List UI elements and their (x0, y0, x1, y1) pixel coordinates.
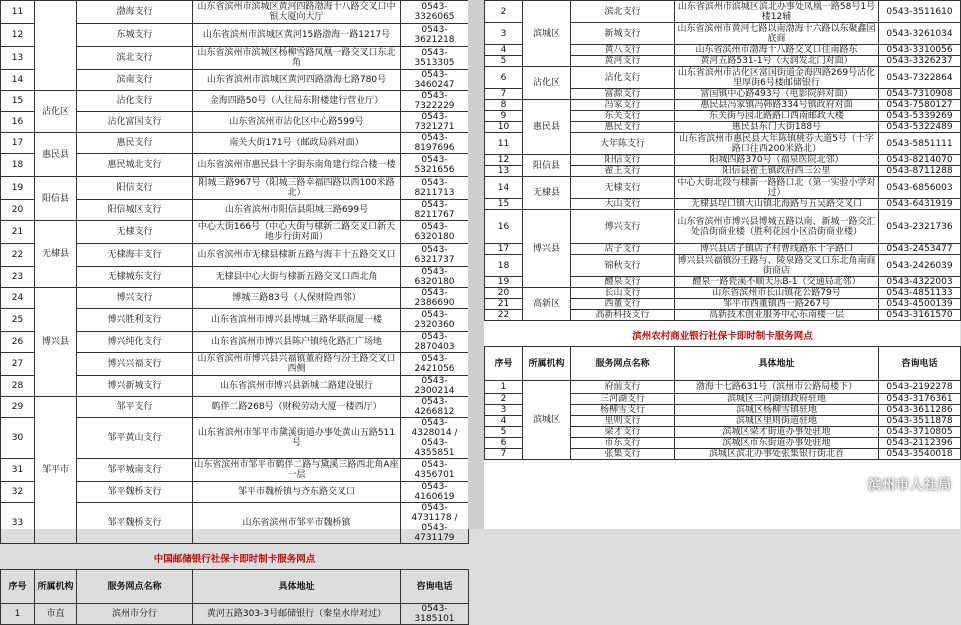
cell-address: 惠民县东门大街188号 (675, 122, 879, 133)
cell-name: 沾化支行 (77, 91, 193, 112)
cell-name: 惠民支行 (77, 133, 193, 154)
cell-name: 无棣城东支行 (77, 267, 193, 288)
cell-county: 阳信县 (523, 155, 571, 177)
table-row (1, 397, 469, 418)
cell-name: 邹平支行 (77, 397, 193, 418)
table-row (485, 381, 961, 394)
table-row (485, 155, 961, 166)
cell-address: 无棣县埕口镇大山镇北海路与五吴路交叉口 (675, 199, 879, 210)
cell-no: 29 (1, 397, 35, 418)
cell-phone: 0543-4356701 (401, 459, 469, 482)
cell-no: 8 (485, 100, 523, 111)
cell-no: 16 (485, 210, 523, 244)
cell-name: 翟王支行 (571, 166, 675, 177)
cell-county: 阳信县 (35, 177, 77, 221)
cell-phone: 0543-3611286 (879, 405, 961, 416)
cell-phone: 0543-4851133 (879, 288, 961, 299)
cell-no: 13 (1, 47, 35, 70)
cell-name: 里则支行 (571, 416, 675, 427)
cell-name: 醴泉支行 (571, 277, 675, 288)
cell-phone: 0543-3185101 (401, 604, 469, 625)
cell-no: 20 (1, 200, 35, 221)
cell-no: 1 (1, 604, 35, 625)
cell-phone: 0543-6856003 (879, 177, 961, 199)
cell-no: 1 (485, 381, 523, 394)
cell-no: 27 (1, 353, 35, 376)
cell-name: 杨柳雪支行 (571, 405, 675, 416)
cell-no: 18 (485, 255, 523, 277)
cell-phone: 0543-3326237 (879, 56, 961, 67)
cell-phone: 0543-6320180 (401, 221, 469, 244)
cell-no: 22 (485, 310, 523, 321)
cell-no: 21 (485, 299, 523, 310)
cell-name: 市东支行 (571, 438, 675, 449)
cell-no: 4 (485, 45, 523, 56)
left-branch-table (0, 0, 469, 625)
cell-county: 博兴县 (35, 288, 77, 397)
cell-phone: 0543-2320360 (401, 309, 469, 332)
cell-no: 19 (485, 277, 523, 288)
cell-name: 府前支行 (571, 381, 675, 394)
cell-phone: 0543-7322864 (879, 67, 961, 89)
cell-name: 西董支行 (571, 299, 675, 310)
cell-address: 黄河五路531-1号（大润发北门对面） (675, 56, 879, 67)
cell-name: 东城支行 (77, 24, 193, 47)
cell-name: 邹平城南支行 (77, 459, 193, 482)
cell-address: 山东省滨州市惠民县大年陈镇桃芬大道5号（十字路口往西200米路北） (675, 133, 879, 155)
cell-address: 山东省滨州市滨城区杨柳雪路凤凰一路交叉口东北角 (193, 47, 401, 70)
col-header-phone: 咨询电话 (879, 347, 961, 381)
cell-phone: 0543-2386690 (401, 288, 469, 309)
cell-name: 东关支行 (571, 111, 675, 122)
cell-no: 6 (485, 67, 523, 89)
cell-address: 山东省滨州市阳信县阳城三路699号 (193, 200, 401, 221)
cell-address: 鹤伴二路268号（财税劳动大厦一楼西厅） (193, 397, 401, 418)
cell-phone: 0543-8211713 (401, 177, 469, 200)
cell-address: 山东省滨州市黄河七路以南渤海十六路以东聚鑫园底商 (675, 23, 879, 45)
cell-phone: 0543-4266812 (401, 397, 469, 418)
cell-phone: 0543-2426039 (879, 255, 961, 277)
cell-name: 无棣支行 (571, 177, 675, 199)
cell-address: 博兴县兴福镇汾王路与、陵泉路交叉口东北角南商街商店 (675, 255, 879, 277)
cell-county: 惠民县 (523, 100, 571, 155)
left-section-title: 中国邮储银行社保卡即时制卡服务网点 (153, 554, 316, 565)
cell-name: 邹平魏桥支行 (77, 503, 193, 544)
col-header-name: 服务网点名称 (571, 347, 675, 381)
cell-name: 锦秋支行 (571, 255, 675, 277)
cell-no: 3 (485, 405, 523, 416)
cell-name: 博兴支行 (571, 210, 675, 244)
cell-county: 市直 (35, 604, 77, 625)
cell-county: 高新区 (523, 288, 571, 321)
table-row (485, 288, 961, 299)
cell-phone: 0543-2112396 (879, 438, 961, 449)
cell-address: 山东省滨州市沾化区中心路599号 (193, 112, 401, 133)
cell-address: 山东省滨州市滨城区黄河四路渤海十八路交叉口中银大厦向大厅 (193, 1, 401, 24)
cell-phone: 0543-4160619 (401, 482, 469, 503)
table-row (1, 1, 469, 24)
cell-address: 阳城三路967号（阳城三路幸福四路以西100米路北） (193, 177, 401, 200)
cell-phone: 0543-3621218 (401, 24, 469, 47)
cell-name: 沾化支行 (571, 67, 675, 89)
table-row (485, 1, 961, 23)
cell-county: 沾化区 (523, 67, 571, 100)
cell-phone: 0543-6321737 (401, 244, 469, 267)
cell-phone: 0543-8214070 (879, 155, 961, 166)
cell-name: 三河湖支行 (571, 394, 675, 405)
cell-name: 无棣支行 (77, 221, 193, 244)
cell-no: 17 (1, 133, 35, 154)
cell-address: 滨城区杨柳雪镇驻地 (675, 405, 879, 416)
cell-name: 阳信支行 (77, 177, 193, 200)
cell-county: 滨城区 (523, 381, 571, 460)
cell-address: 邹平市西董镇西一路267号 (675, 299, 879, 310)
cell-phone: 0543-8197696 (401, 133, 469, 154)
cell-phone: 0543-5322489 (879, 122, 961, 133)
cell-address: 金海四路50号（人往局东附楼建行营业厅） (193, 91, 401, 112)
cell-no: 7 (485, 449, 523, 460)
table-row (1, 133, 469, 154)
cell-address: 阳信县翟王镇政府西三公里 (675, 166, 879, 177)
cell-no: 16 (1, 112, 35, 133)
cell-name: 黄八支行 (571, 45, 675, 56)
cell-phone: 0543-4322003 (879, 277, 961, 288)
cell-name: 大山支行 (571, 199, 675, 210)
cell-name: 富源支行 (571, 89, 675, 100)
cell-no: 12 (485, 155, 523, 166)
cell-phone: 0543-3161570 (879, 310, 961, 321)
cell-phone: 0543-2192278 (879, 381, 961, 394)
cell-name: 新城支行 (571, 23, 675, 45)
cell-county: 无棣县 (35, 221, 77, 288)
cell-name: 惠民城北支行 (77, 154, 193, 177)
cell-no: 15 (485, 199, 523, 210)
cell-county: 滨城区 (523, 1, 571, 67)
cell-name: 博兴纯化支行 (77, 332, 193, 353)
cell-address: 山东省滨州市博兴县新城二路建设银行 (193, 376, 401, 397)
cell-name: 邹平黄山支行 (77, 418, 193, 459)
cell-phone: 0543-2321736 (879, 210, 961, 244)
cell-no: 12 (1, 24, 35, 47)
table-row (485, 210, 961, 244)
cell-no: 32 (1, 482, 35, 503)
left-header-row (1, 570, 469, 604)
cell-no: 28 (1, 376, 35, 397)
cell-no: 14 (485, 177, 523, 199)
cell-name: 阳信城区支行 (77, 200, 193, 221)
col-header-name: 服务网点名称 (77, 570, 193, 604)
cell-no: 4 (485, 416, 523, 427)
cell-county: 沾化区 (35, 91, 77, 133)
cell-address: 山东省滨州市博兴县陈户镇纯化路汇广场地 (193, 332, 401, 353)
cell-county: 邹平市 (35, 397, 77, 544)
cell-no: 22 (1, 244, 35, 267)
cell-name: 店子支行 (571, 244, 675, 255)
cell-name: 梁才支行 (571, 427, 675, 438)
cell-no: 9 (485, 111, 523, 122)
table-row (1, 221, 469, 244)
cell-name: 张集支行 (571, 449, 675, 460)
cell-address: 黄河五路303-3号邮储银行（秦皇水岸对过） (193, 604, 401, 625)
cell-no: 25 (1, 309, 35, 332)
cell-name: 沾化富国支行 (77, 112, 193, 133)
cell-name: 黄河支行 (571, 56, 675, 67)
cell-address: 南关大街171号（邮政局斜对面） (193, 133, 401, 154)
cell-no: 20 (485, 288, 523, 299)
cell-no: 2 (485, 394, 523, 405)
cell-address: 山东省滨州市滨城区黄河四路渤海七路780号 (193, 70, 401, 91)
cell-no: 2 (485, 1, 523, 23)
cell-name: 滨北支行 (77, 47, 193, 70)
cell-address: 博城三路83号（人保财险西邻） (193, 288, 401, 309)
cell-no: 6 (485, 438, 523, 449)
cell-phone: 0543-3326065 (401, 1, 469, 24)
cell-no: 7 (485, 89, 523, 100)
cell-name: 长山支行 (571, 288, 675, 299)
cell-name: 惠民支行 (571, 122, 675, 133)
cell-address: 山东省滨州市渤海十八路交叉口往南路东 (675, 45, 879, 56)
table-row (485, 100, 961, 111)
cell-phone: 0543-3710805 (879, 427, 961, 438)
cell-address: 山东省滨州市博兴县博城五路以南、新城一路交汇处沿街商业楼（胜利花园小区沿街商业楼） (675, 210, 879, 244)
cell-phone: 0543-4731178 / 0543-4731179 (401, 503, 469, 544)
cell-county: 博兴县 (523, 210, 571, 288)
cell-name: 滨州市分行 (77, 604, 193, 625)
cell-name: 阳信支行 (571, 155, 675, 166)
cell-address: 渤海十七路631号（滨州市公路局楼下） (675, 381, 879, 394)
cell-address: 山东省滨州市滨城区黄河15路渤海一路1217号 (193, 24, 401, 47)
cell-address: 中心大街166号（中心大街与棣新二路交叉口新天地步行街对面） (193, 221, 401, 244)
right-section-title: 滨州农村商业银行社保卡即时制卡服务网点 (632, 331, 813, 342)
cell-address: 邹平市魏桥镇与齐东路交叉口 (193, 482, 401, 503)
cell-phone: 0543-2870403 (401, 332, 469, 353)
cell-name: 博兴兴福支行 (77, 353, 193, 376)
cell-phone: 0543-7580127 (879, 100, 961, 111)
right-header-row (485, 347, 961, 381)
cell-address: 山东省滨州市邹平市黛溪街道办事处黄山五路511号 (193, 418, 401, 459)
left-document-page (0, 0, 468, 624)
cell-no: 5 (485, 427, 523, 438)
cell-phone: 0543-3460247 (401, 70, 469, 91)
cell-no: 14 (1, 70, 35, 91)
col-header-phone: 咨询电话 (401, 570, 469, 604)
cell-no: 26 (1, 332, 35, 353)
cell-no: 3 (485, 23, 523, 45)
cell-address: 滨城区梁才街道办事处驻地 (675, 427, 879, 438)
cell-address: 山东省滨州市滨城区滨北办事处凤凰一路58号1号楼12辅 (675, 1, 879, 23)
cell-name: 大年陈支行 (571, 133, 675, 155)
cell-phone: 0543-5339269 (879, 111, 961, 122)
cell-address: 中心大街北段与棣新一路路口北（第一实验小学对过） (675, 177, 879, 199)
col-header-county: 所属机构 (35, 570, 77, 604)
cell-address: 山东省滨州市邹平市鹤伴二路与黛溪三路西北角A座一层 (194, 460, 399, 480)
cell-phone: 0543-4500139 (879, 299, 961, 310)
col-header-address: 具体地址 (675, 347, 879, 381)
cell-county: 惠民县 (35, 133, 77, 177)
cell-no: 19 (1, 177, 35, 200)
cell-address: 富国镇中心路493号（电影院斜对面） (675, 89, 879, 100)
cell-phone: 0543-3261034 (879, 23, 961, 45)
cell-no: 15 (1, 91, 35, 112)
cell-phone: 0543-3513305 (401, 47, 469, 70)
cell-no: 18 (1, 154, 35, 177)
col-header-county: 所属机构 (523, 347, 571, 381)
cell-address: 滨城区滨北办事处张集银行街北首 (675, 449, 879, 460)
table-row (1, 177, 469, 200)
cell-name: 博兴新城支行 (77, 376, 193, 397)
cell-name: 冯家支行 (571, 100, 675, 111)
cell-address: 山东省滨州市沾化区富国街道金海四路269号沾化里厚街6号楼邮储银行 (675, 67, 879, 89)
cell-phone: 0543-8211767 (401, 200, 469, 221)
cell-phone: 0543-6320180 (401, 267, 469, 288)
cell-phone: 0543-7322229 (401, 91, 469, 112)
cell-county (35, 1, 77, 91)
cell-name: 滨北支行 (571, 1, 675, 23)
cell-address: 醴泉一路瓷溪不顺天乐B-1（交通局北邻） (675, 277, 879, 288)
cell-no: 11 (485, 133, 523, 155)
table-row (1, 288, 469, 309)
cell-name: 邹平魏桥支行 (77, 482, 193, 503)
cell-phone: 0543-3310056 (879, 45, 961, 56)
cell-phone: 0543-5321656 (401, 154, 469, 177)
cell-no: 5 (485, 56, 523, 67)
cell-phone: 0543-2300214 (401, 376, 469, 397)
watermark: 滨州市人社局 (867, 478, 952, 493)
cell-county: 无棣县 (523, 177, 571, 210)
cell-no: 11 (1, 1, 35, 24)
cell-name: 渤海支行 (77, 1, 193, 24)
cell-name: 博兴支行 (77, 288, 193, 309)
right-document-page (484, 0, 960, 529)
cell-address: 东关街与园北路路口西南邮政大楼 (675, 111, 879, 122)
table-row (1, 604, 469, 625)
cell-phone: 0543-2453477 (879, 244, 961, 255)
table-row (485, 67, 961, 89)
table-row (485, 177, 961, 199)
cell-phone: 0543-6431919 (879, 199, 961, 210)
cell-name: 博兴胜利支行 (77, 309, 193, 332)
cell-no: 24 (1, 288, 35, 309)
cell-phone: 0543-7321271 (401, 112, 469, 133)
cell-phone: 0543-3176361 (879, 394, 961, 405)
col-header-address: 具体地址 (193, 570, 401, 604)
cell-no: 13 (485, 166, 523, 177)
cell-phone: 0543-5851111 (879, 133, 961, 155)
cell-no: 30 (1, 418, 35, 459)
cell-phone: 0543-2421056 (401, 353, 469, 376)
cell-address: 山东省滨州市惠民县十字街东南角建行综合楼一楼 (193, 154, 401, 177)
cell-address: 滨城区三河湖镇政府驻地 (675, 394, 879, 405)
cell-address: 无棣县中心大街与棣新五路交叉口西北角 (193, 267, 401, 288)
cell-address: 山东省滨州市邹平市魏桥镇 (193, 503, 401, 544)
cell-phone: 0543-3511878 (879, 416, 961, 427)
right-branch-table (484, 0, 961, 460)
cell-no: 31 (1, 459, 35, 482)
cell-address: 滨城区市东街道办事处驻地 (675, 438, 879, 449)
cell-no: 33 (1, 503, 35, 544)
cell-address: 博兴县店子镇店子村曹线路东十字路口 (675, 244, 879, 255)
cell-address: 山东省滨州市无棣县棣新五路与海丰十五路交叉口 (193, 244, 401, 267)
cell-address: 山东省滨州市博兴县博城三路华联商厦一楼 (193, 309, 401, 332)
cell-phone: 0543-4328014 / 0543-4355851 (401, 418, 469, 459)
col-header-no: 序号 (1, 570, 35, 604)
cell-no: 17 (485, 244, 523, 255)
cell-address: 惠民县冯家镇冯韩路334号镇政府对面 (675, 100, 879, 111)
cell-no: 21 (1, 221, 35, 244)
table-row (1, 91, 469, 112)
cell-name: 无棣海丰支行 (77, 244, 193, 267)
cell-phone: 0543-7310908 (879, 89, 961, 100)
cell-address: 滨城区里则街道驻地 (675, 416, 879, 427)
cell-no: 10 (485, 122, 523, 133)
cell-address: 阳城四路370号（福泉医院北邻） (675, 155, 879, 166)
cell-phone: 0543-8711288 (879, 166, 961, 177)
cell-no: 23 (1, 267, 35, 288)
cell-name: 高新科技支行 (571, 310, 675, 321)
cell-name: 滨南支行 (77, 70, 193, 91)
col-header-no: 序号 (485, 347, 523, 381)
cell-address: 山东省滨州市长山镇花公路79号 (675, 288, 879, 299)
cell-address: 山东省滨州市博兴县兴福镇董府路与汾王路交叉口西侧 (193, 353, 401, 376)
cell-phone: 0543-3540018 (879, 449, 961, 460)
cell-address: 高新技术创业服务中心东南楼一层 (675, 310, 879, 321)
cell-phone: 0543-3511610 (879, 1, 961, 23)
page-gutter (468, 0, 484, 529)
